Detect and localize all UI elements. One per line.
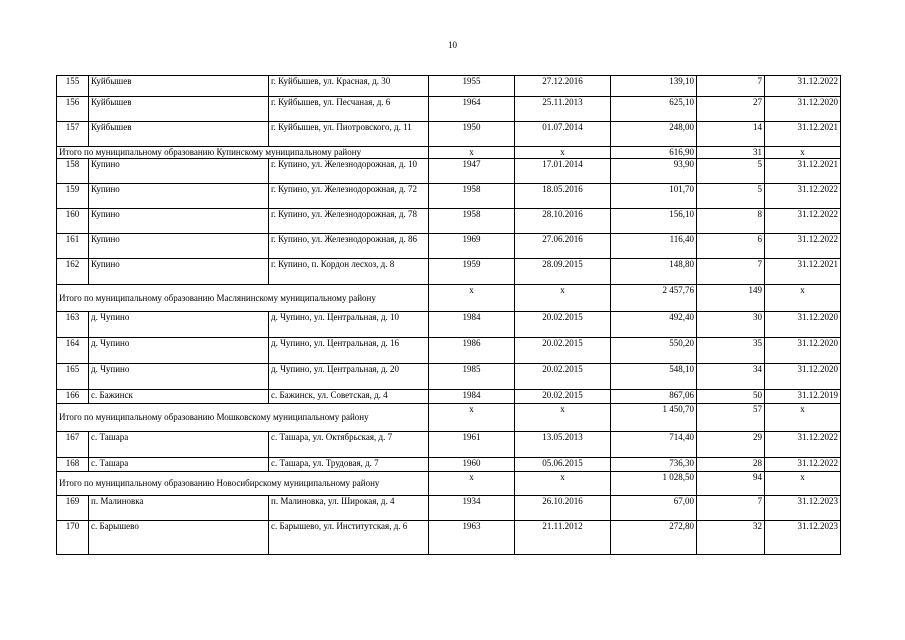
- address-cell: г. Куйбышев, ул. Песчаная, д. 6: [269, 97, 429, 122]
- count-cell: 14: [697, 122, 765, 147]
- year-cell: 1984: [429, 390, 515, 404]
- address-cell: г. Куйбышев, ул. Пиотровского, д. 11: [269, 122, 429, 147]
- area-cell: 248,00: [611, 122, 697, 147]
- settlement-cell: с. Барышево: [89, 521, 269, 555]
- date-cell: 20.02.2015: [515, 364, 611, 390]
- address-cell: с. Ташара, ул. Октябрьская, д. 7: [269, 432, 429, 458]
- date-cell: 01.07.2014: [515, 122, 611, 147]
- settlement-cell: Купино: [89, 159, 269, 184]
- count-cell: 35: [697, 338, 765, 364]
- table-row: [57, 390, 841, 404]
- year-cell: 1958: [429, 184, 515, 209]
- year-cell: 1959: [429, 259, 515, 285]
- area-cell: 492,40: [611, 312, 697, 338]
- deadline-cell: 31.12.2021: [765, 122, 841, 147]
- year-cell: 1958: [429, 209, 515, 234]
- row-number-cell: 155: [57, 76, 89, 97]
- deadline-cell: 31.12.2021: [765, 259, 841, 285]
- area-cell: 272,80: [611, 521, 697, 555]
- table-row: [57, 432, 841, 458]
- deadline-cell: x: [765, 147, 841, 159]
- table-row: [57, 184, 841, 209]
- count-cell: 5: [697, 184, 765, 209]
- subtotal-row: [57, 147, 841, 159]
- area-cell: 2 457,76: [611, 285, 697, 312]
- deadline-cell: x: [765, 285, 841, 312]
- deadline-cell: 31.12.2020: [765, 97, 841, 122]
- count-cell: 7: [697, 496, 765, 521]
- table-row: [57, 496, 841, 521]
- count-cell: 50: [697, 390, 765, 404]
- subtotal-label: Итого по муниципальному образованию Маслянинскому муниципальному району: [57, 285, 429, 312]
- settlement-cell: д. Чупино: [89, 338, 269, 364]
- count-cell: 31: [697, 147, 765, 159]
- area-cell: 116,40: [611, 234, 697, 259]
- date-cell: 27.12.2016: [515, 76, 611, 97]
- date-cell: x: [515, 404, 611, 432]
- area-cell: 625,10: [611, 97, 697, 122]
- count-cell: 8: [697, 209, 765, 234]
- address-cell: г. Купино, ул. Железнодорожная, д. 86: [269, 234, 429, 259]
- address-cell: с. Бажинск, ул. Советская, д. 4: [269, 390, 429, 404]
- count-cell: 7: [697, 259, 765, 285]
- address-cell: д. Чупино, ул. Центральная, д. 20: [269, 364, 429, 390]
- area-cell: 156,10: [611, 209, 697, 234]
- date-cell: 21.11.2012: [515, 521, 611, 555]
- row-number-cell: 161: [57, 234, 89, 259]
- settlement-cell: с. Бажинск: [89, 390, 269, 404]
- area-cell: 550,20: [611, 338, 697, 364]
- settlement-cell: с. Ташара: [89, 432, 269, 458]
- deadline-cell: 31.12.2022: [765, 234, 841, 259]
- subtotal-label: Итого по муниципальному образованию Купинскому муниципальному району: [57, 147, 429, 159]
- subtotal-label: Итого по муниципальному образованию Мошковскому муниципальному району: [57, 404, 429, 432]
- count-cell: 34: [697, 364, 765, 390]
- subtotal-row: [57, 404, 841, 432]
- date-cell: 20.02.2015: [515, 312, 611, 338]
- settlement-cell: Купино: [89, 184, 269, 209]
- settlement-cell: Купино: [89, 259, 269, 285]
- deadline-cell: 31.12.2022: [765, 76, 841, 97]
- year-cell: 1950: [429, 122, 515, 147]
- row-number-cell: 166: [57, 390, 89, 404]
- date-cell: 26.10.2016: [515, 496, 611, 521]
- area-cell: 1 450,70: [611, 404, 697, 432]
- count-cell: 149: [697, 285, 765, 312]
- area-cell: 148,80: [611, 259, 697, 285]
- date-cell: x: [515, 472, 611, 496]
- count-cell: 94: [697, 472, 765, 496]
- row-number-cell: 160: [57, 209, 89, 234]
- settlement-cell: Купино: [89, 234, 269, 259]
- area-cell: 101,70: [611, 184, 697, 209]
- table-row: [57, 209, 841, 234]
- year-cell: 1984: [429, 312, 515, 338]
- date-cell: 28.10.2016: [515, 209, 611, 234]
- row-number-cell: 162: [57, 259, 89, 285]
- date-cell: 18.05.2016: [515, 184, 611, 209]
- count-cell: 28: [697, 458, 765, 472]
- year-cell: 1964: [429, 97, 515, 122]
- settlement-cell: д. Чупино: [89, 364, 269, 390]
- date-cell: 17.01.2014: [515, 159, 611, 184]
- area-cell: 139,10: [611, 76, 697, 97]
- row-number-cell: 159: [57, 184, 89, 209]
- address-cell: г. Купино, ул. Железнодорожная, д. 78: [269, 209, 429, 234]
- row-number-cell: 169: [57, 496, 89, 521]
- table-row: [57, 259, 841, 285]
- area-cell: 867,06: [611, 390, 697, 404]
- settlement-cell: Купино: [89, 209, 269, 234]
- deadline-cell: 31.12.2022: [765, 432, 841, 458]
- year-cell: 1986: [429, 338, 515, 364]
- date-cell: x: [515, 147, 611, 159]
- housing-registry-table: [56, 75, 841, 555]
- count-cell: 7: [697, 76, 765, 97]
- year-cell: 1934: [429, 496, 515, 521]
- deadline-cell: 31.12.2022: [765, 184, 841, 209]
- deadline-cell: 31.12.2021: [765, 159, 841, 184]
- count-cell: 6: [697, 234, 765, 259]
- table-row: [57, 234, 841, 259]
- address-cell: г. Купино, ул. Железнодорожная, д. 72: [269, 184, 429, 209]
- settlement-cell: Куйбышев: [89, 122, 269, 147]
- year-cell: x: [429, 285, 515, 312]
- address-cell: с. Ташара, ул. Трудовая, д. 7: [269, 458, 429, 472]
- subtotal-label: Итого по муниципальному образованию Новосибирскому муниципальному району: [57, 472, 429, 496]
- year-cell: x: [429, 404, 515, 432]
- year-cell: 1969: [429, 234, 515, 259]
- address-cell: г. Куйбышев, ул. Красная, д. 30: [269, 76, 429, 97]
- count-cell: 27: [697, 97, 765, 122]
- date-cell: 25.11.2013: [515, 97, 611, 122]
- year-cell: 1955: [429, 76, 515, 97]
- row-number-cell: 165: [57, 364, 89, 390]
- deadline-cell: 31.12.2023: [765, 521, 841, 555]
- area-cell: 714,40: [611, 432, 697, 458]
- row-number-cell: 163: [57, 312, 89, 338]
- page-number: 10: [448, 40, 457, 50]
- row-number-cell: 170: [57, 521, 89, 555]
- count-cell: 32: [697, 521, 765, 555]
- area-cell: 93,90: [611, 159, 697, 184]
- deadline-cell: 31.12.2019: [765, 390, 841, 404]
- year-cell: 1960: [429, 458, 515, 472]
- deadline-cell: x: [765, 472, 841, 496]
- year-cell: 1947: [429, 159, 515, 184]
- deadline-cell: x: [765, 404, 841, 432]
- address-cell: п. Малиновка, ул. Широкая, д. 4: [269, 496, 429, 521]
- settlement-cell: с. Ташара: [89, 458, 269, 472]
- year-cell: 1985: [429, 364, 515, 390]
- year-cell: 1961: [429, 432, 515, 458]
- date-cell: 20.02.2015: [515, 390, 611, 404]
- row-number-cell: 164: [57, 338, 89, 364]
- table-row: [57, 338, 841, 364]
- subtotal-row: [57, 285, 841, 312]
- settlement-cell: п. Малиновка: [89, 496, 269, 521]
- row-number-cell: 167: [57, 432, 89, 458]
- year-cell: x: [429, 147, 515, 159]
- settlement-cell: Куйбышев: [89, 97, 269, 122]
- area-cell: 67,00: [611, 496, 697, 521]
- table-row: [57, 76, 841, 97]
- date-cell: 13.05.2013: [515, 432, 611, 458]
- date-cell: 28.09.2015: [515, 259, 611, 285]
- table-row: [57, 159, 841, 184]
- deadline-cell: 31.12.2023: [765, 496, 841, 521]
- table-body: [57, 76, 841, 555]
- address-cell: с. Барышево, ул. Институтская, д. 6: [269, 521, 429, 555]
- table-row: [57, 122, 841, 147]
- address-cell: д. Чупино, ул. Центральная, д. 16: [269, 338, 429, 364]
- count-cell: 29: [697, 432, 765, 458]
- area-cell: 548,10: [611, 364, 697, 390]
- deadline-cell: 31.12.2022: [765, 209, 841, 234]
- address-cell: д. Чупино, ул. Центральная, д. 10: [269, 312, 429, 338]
- table-row: [57, 97, 841, 122]
- area-cell: 1 028,50: [611, 472, 697, 496]
- area-cell: 616,90: [611, 147, 697, 159]
- deadline-cell: 31.12.2020: [765, 312, 841, 338]
- count-cell: 5: [697, 159, 765, 184]
- deadline-cell: 31.12.2020: [765, 364, 841, 390]
- count-cell: 30: [697, 312, 765, 338]
- subtotal-row: [57, 472, 841, 496]
- table-row: [57, 312, 841, 338]
- row-number-cell: 158: [57, 159, 89, 184]
- address-cell: г. Купино, п. Кордон лесхоз, д. 8: [269, 259, 429, 285]
- year-cell: 1963: [429, 521, 515, 555]
- date-cell: 27.06.2016: [515, 234, 611, 259]
- area-cell: 736,30: [611, 458, 697, 472]
- address-cell: г. Купино, ул. Железнодорожная, д. 10: [269, 159, 429, 184]
- deadline-cell: 31.12.2020: [765, 338, 841, 364]
- table-row: [57, 364, 841, 390]
- row-number-cell: 168: [57, 458, 89, 472]
- date-cell: 20.02.2015: [515, 338, 611, 364]
- date-cell: x: [515, 285, 611, 312]
- settlement-cell: д. Чупино: [89, 312, 269, 338]
- settlement-cell: Куйбышев: [89, 76, 269, 97]
- table-row: [57, 521, 841, 555]
- count-cell: 57: [697, 404, 765, 432]
- date-cell: 05.06.2015: [515, 458, 611, 472]
- year-cell: x: [429, 472, 515, 496]
- table-row: [57, 458, 841, 472]
- row-number-cell: 156: [57, 97, 89, 122]
- deadline-cell: 31.12.2022: [765, 458, 841, 472]
- row-number-cell: 157: [57, 122, 89, 147]
